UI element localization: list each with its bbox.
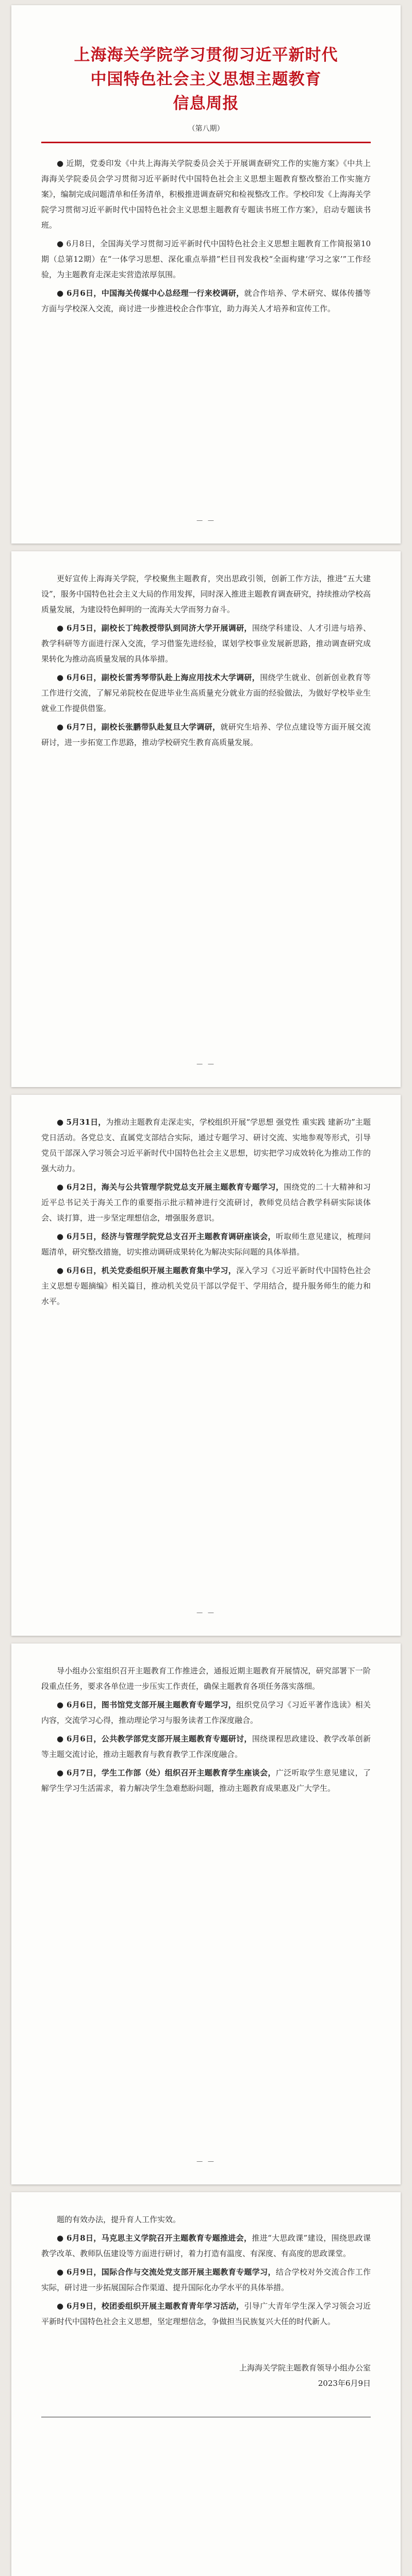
news-text: 更好宣传上海海关学院，学校聚焦主题教育，突出思政引领，创新工作方法，推进“五大建设”，服务中国特色社会主义大局的作用发挥，同时深入推进主题教育调查研究，持续推动学校高质量发展，为建设特色鲜明的一流海关大学而努力奋斗。 [41,574,371,614]
news-item [41,2264,371,2295]
page-4 [11,1643,401,2184]
news-text: 广泛听取学生意见建议，了解学生学习生活需求，着力解决学生急难愁盼问题，推动主题教育成果惠及广大学生。 [41,1768,371,1793]
news-item [41,571,371,617]
issue-date: 2023年6月9日 [318,2379,371,2388]
news-lead: ● 6月6日，中国海关传媒中心总经理一行来校调研， [57,289,244,298]
news-lead: ● 6月9日，校团委组织开展主题教育青年学习活动， [57,2301,244,2311]
news-item [41,1697,371,1728]
page-5 [11,2192,401,2576]
news-text: 围绕课程思政建设、教学改革创新等主题交流讨论，推动主题教育与教育教学工作深度融合。 [41,1734,371,1759]
news-lead: ● 6月5日，经济与管理学院党总支召开主题教育调研座谈会， [57,1232,276,1241]
news-lead: ● 5月31日， [57,1117,106,1127]
news-item [41,1263,371,1309]
news-item [41,719,371,750]
news-item [41,620,371,667]
news-lead: ● 6月6日，图书馆党支部开展主题教育专题学习， [57,1700,237,1709]
news-lead: ● 6月8日，马克思主义学院召开主题教育专题推进会， [57,2233,252,2243]
news-item [41,156,371,233]
news-item [41,2212,371,2227]
bulletin-title [41,43,371,116]
news-item [41,1179,371,1226]
news-text: 推进“大思政课”建设，围绕思政课教学改革、教师队伍建设等方面进行研讨，着力打造有温度、有深度、有高度的思政课堂。 [41,2233,371,2258]
news-text: 导小组办公室组织召开主题教育工作推进会，通报近期主题教育开展情况，研究部署下一阶段重点任务，要求各单位进一步压实工作责任，确保主题教育各项任务落实落细。 [41,1666,371,1691]
news-text: 围绕学科建设、人才引进与培养、教学科研等方面进行深入交流，学习借鉴先进经验，谋划学校事业发展新思路，推动调查研究成果转化为推动高质量发展的具体举措。 [41,623,371,664]
page-number: — — [196,2158,216,2165]
news-lead: ● 6月6日，副校长雷秀琴带队赴上海应用技术大学调研， [57,673,260,682]
page-1 [11,5,401,544]
news-item [41,236,371,282]
title-line-3: 信息周报 [173,94,239,113]
news-text: 就合作培养、学术研究、媒体传播等方面与学校深入交流，商讨进一步推进校企合作事宜，助力海关人才培养和宣传工作。 [41,289,371,313]
news-lead: ● 6月6日，公共教学部党支部开展主题教育专题研讨， [57,1734,252,1743]
news-lead: ● 6月2日，海关与公共管理学院党总支开展主题教育专题学习， [57,1182,284,1192]
news-lead: ● 6月5日，副校长丁纯教授带队到同济大学开展调研， [57,623,252,633]
signature-block [41,2360,371,2391]
issuing-org: 上海海关学院主题教育领导小组办公室 [239,2363,371,2372]
news-text: 组织党员学习《习近平著作选读》相关内容，交流学习心得，推动理论学习与服务读者工作深度融合。 [41,1700,371,1725]
news-item [41,1114,371,1176]
news-text: ● 近期，党委印发《中共上海海关学院委员会关于开展调查研究工作的实施方案》《中共上海海关学院委员会学习贯彻习近平新时代中国特色社会主义思想主题教育整改整治工作实施方案》，编制完成问题清单和任务清单，积极推进调查研究和检视整改工作。学校印发《上海海关学院学习贯彻习近平新时代中国特色社会主义思想主题教育专题读书班工作方案》，启动专题读书班。 [41,159,371,230]
news-item [41,670,371,716]
news-item [41,2298,371,2329]
news-item [41,285,371,316]
title-line-1: 上海海关学院学习贯彻习近平新时代 [74,46,338,64]
news-text: 就研究生培养、学位点建设等方面开展交流研讨，进一步拓宽工作思路，推动学校研究生教育高质量发展。 [41,722,371,747]
news-lead: ● 6月6日，机关党委组织开展主题教育集中学习， [57,1266,237,1275]
news-item [41,2230,371,2261]
news-text: 围绕学生就业、创新创业教育等工作进行交流，了解兄弟院校在促进毕业生高质量充分就业方面的经验做法，为做好学校毕业生就业工作提供借鉴。 [41,673,371,713]
news-lead: ● 6月7日，学生工作部（处）组织召开主题教育学生座谈会， [57,1768,276,1777]
news-text: 结合学校对外交流合作工作实际，研讨进一步拓展国际合作渠道、提升国际化办学水平的具体举措。 [41,2267,371,2292]
news-text: 深入学习《习近平新时代中国特色社会主义思想专题摘编》相关篇目，推动机关党员干部以学促干、学用结合，提升服务师生的能力和水平。 [41,1266,371,1306]
news-item [41,1229,371,1260]
news-item [41,1731,371,1762]
news-item [41,1765,371,1796]
news-lead: ● 6月7日，副校长张鹏带队赴复旦大学调研， [57,722,221,732]
news-item [41,1663,371,1694]
news-text: 题的有效办法，提升育人工作实效。 [57,2215,181,2224]
news-text: 围绕党的二十大精神和习近平总书记关于海关工作的重要指示批示精神进行交流研讨，教师党员结合教学科研实际谈体会、谈打算，进一步坚定理想信念，增强服务意识。 [41,1182,371,1223]
page-number: — — [196,1609,216,1616]
title-line-2: 中国特色社会主义思想主题教育 [90,70,322,89]
page1-body [41,156,371,316]
news-text: ● 6月8日，全国海关学习贯彻习近平新时代中国特色社会主义思想主题教育工作简报第10期（总第12期）在“一体学习思想、深化重点举措”栏目刊发我校“全面构建‘学习之家’”工作经验，为主题教育走深走实营造浓厚氛围。 [41,239,371,279]
issue-number: （第八期） [188,125,224,133]
news-text: 为推动主题教育走深走实，学校组织开展“学思想 强党性 重实践 建新功”主题党日活动。各党总支、直属党支部结合实际，通过专题学习、研讨交流、实地参观等形式，引导党员干部深入学习领会习近平新时代中国特色社会主义思想，切实把学习成效转化为推动工作的强大动力。 [41,1117,371,1173]
page-number: — — [196,517,216,524]
news-text: 引导广大青年学生深入学习领会习近平新时代中国特色社会主义思想，坚定理想信念，争做担当民族复兴大任的时代新人。 [41,2301,371,2326]
red-divider [41,142,371,143]
news-lead: ● 6月9日，国际合作与交流处党支部开展主题教育专题学习， [57,2267,276,2277]
page-number: — — [196,1060,216,1067]
page-2 [11,551,401,1087]
news-text: 听取师生意见建议，梳理问题清单，研究整改措施，切实推动调研成果转化为解决实际问题的具体举措。 [41,1232,371,1257]
page-3 [11,1095,401,1636]
